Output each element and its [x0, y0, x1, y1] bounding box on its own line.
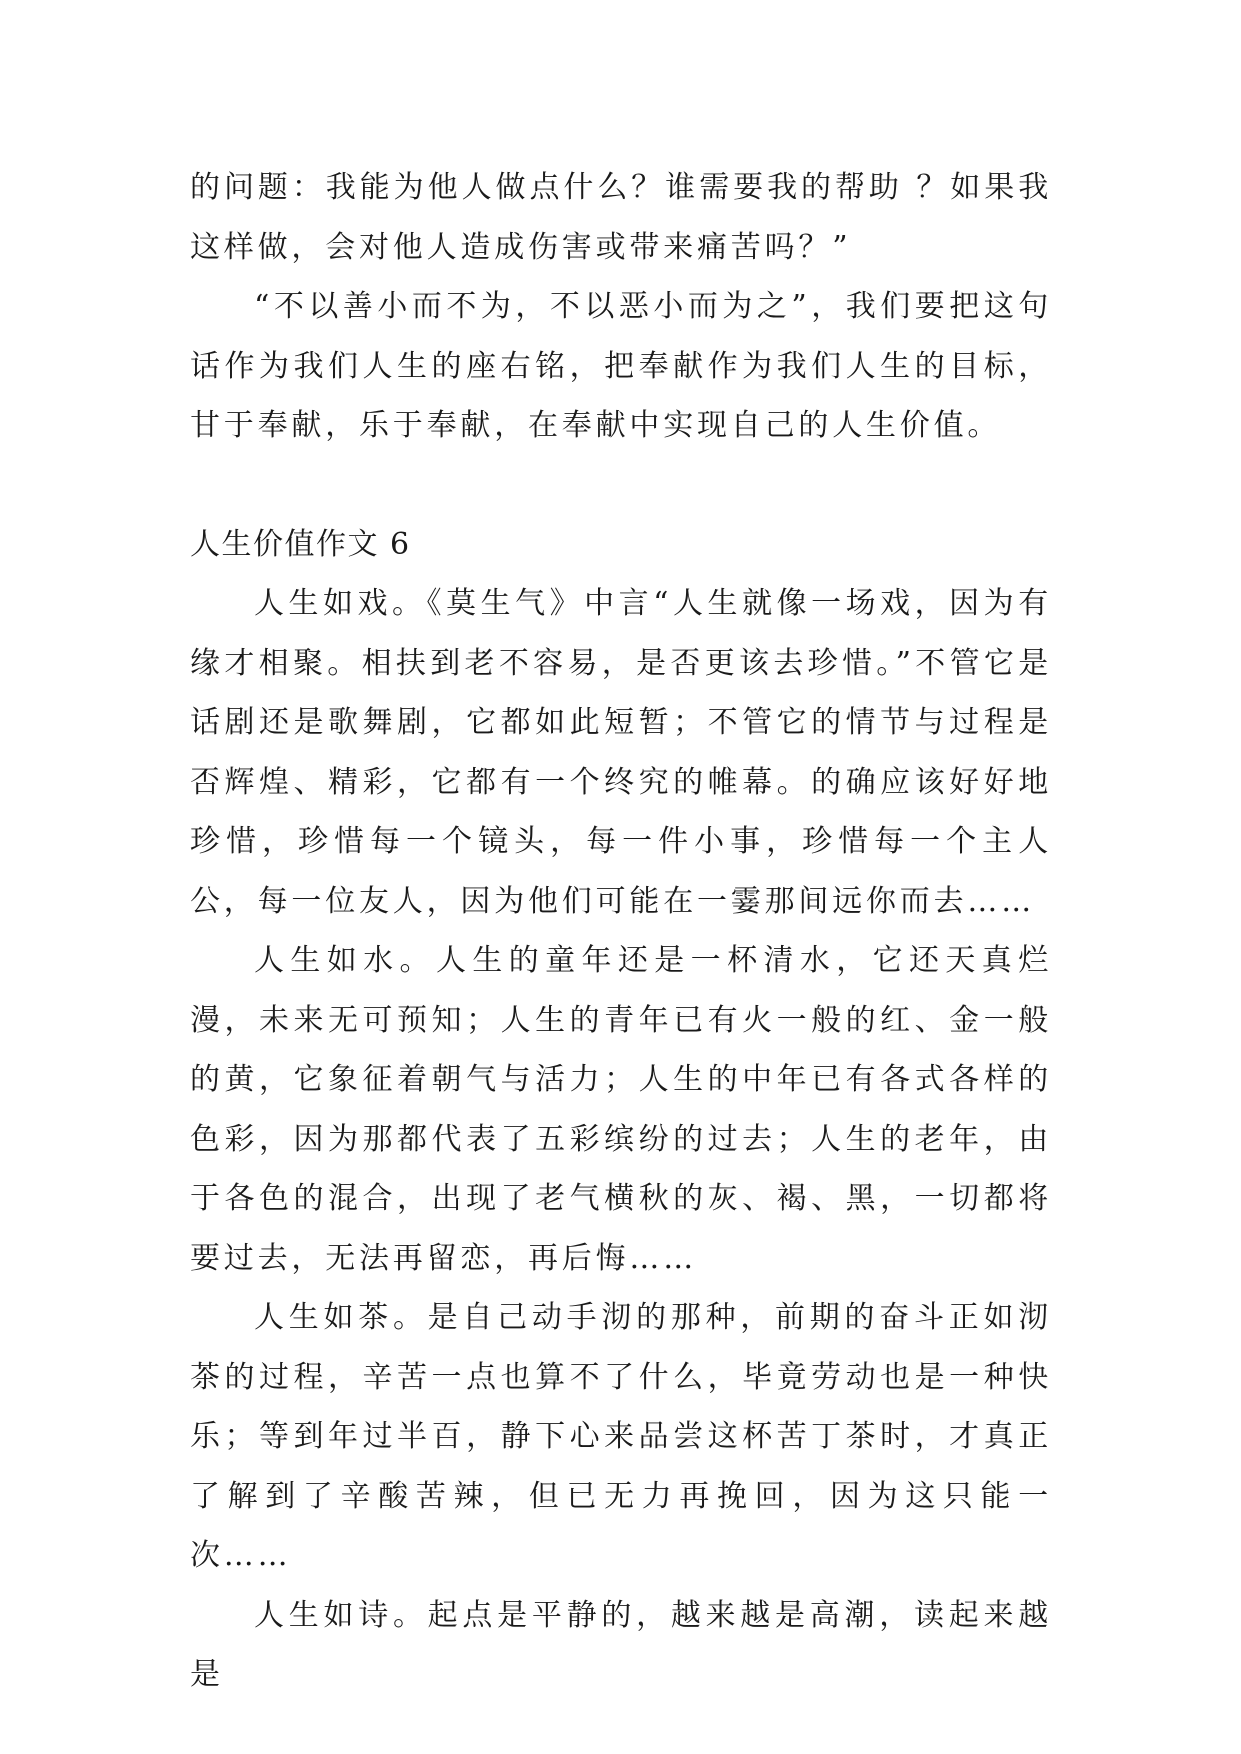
paragraph-life-as-poem: 人生如诗。起点是平静的，越来越是高潮，读起来越是: [190, 1597, 1052, 1692]
paragraph-life-as-water: 人生如水。人生的童年还是一杯清水，它还天真烂漫，未来无可预知；人生的青年已有火一般的红、金一般的黄，它象征着朝气与活力；人生的中年已有各式各样的色彩，因为那都代表了五彩缤纷的过去；人生的老年，由于各色的混合，出现了老气横秋的灰、褐、黑，一切都将要过去，无法再留恋，再后悔……: [190, 943, 1052, 1276]
section-heading: 人生价值作文 6: [190, 526, 411, 562]
paragraph-continued: 的问题：我能为他人做点什么？谁需要我的帮助 ？如果我这样做，会对他人造成伤害或带来痛苦吗？”: [190, 170, 1052, 265]
paragraph-life-as-tea: 人生如茶。是自己动手沏的那种，前期的奋斗正如沏茶的过程，辛苦一点也算不了什么，毕竟劳动也是一种快乐；等到年过半百，静下心来品尝这杯苦丁茶时，才真正了解到了辛酸苦辣，但已无力再挽回，因为这只能一次……: [190, 1300, 1052, 1573]
section-gap: [190, 456, 1052, 515]
document-page: [190, 158, 1052, 1705]
paragraph-conclusion: “不以善小而不为，不以恶小而为之”，我们要把这句话作为我们人生的座右铭，把奉献作为我们人生的目标，甘于奉献，乐于奉献，在奉献中实现自己的人生价值。: [190, 289, 1052, 443]
paragraph-life-as-play: 人生如戏。《莫生气》中言“人生就像一场戏，因为有缘才相聚。相扶到老不容易，是否更该去珍惜。”不管它是话剧还是歌舞剧，它都如此短暂；不管它的情节与过程是否辉煌、精彩，它都有一个终究的帷幕。的确应该好好地珍惜，珍惜每一个镜头，每一件小事，珍惜每一个主人公，每一位友人，因为他们可能在一霎那间远你而去……: [190, 586, 1052, 919]
